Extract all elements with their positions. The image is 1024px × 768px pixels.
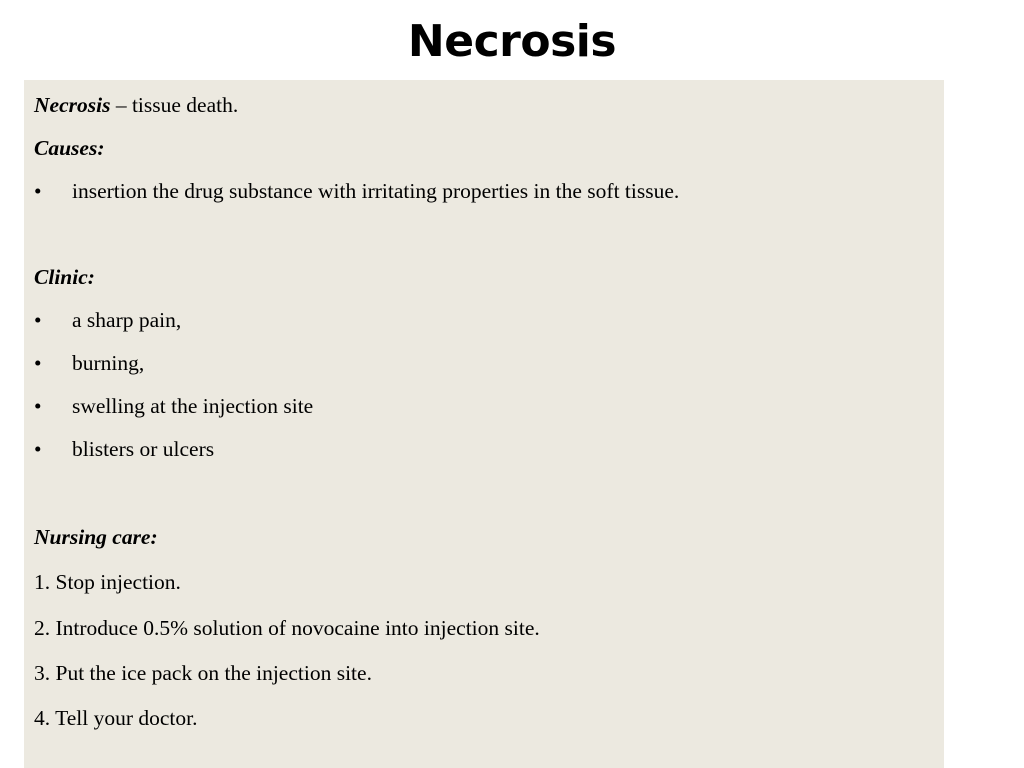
clinic-item-text: swelling at the injection site: [72, 394, 314, 418]
nursing-step: 4. Tell your doctor.: [34, 706, 198, 730]
nursing-step: 2. Introduce 0.5% solution of novocaine into injection site.: [34, 616, 540, 640]
clinic-item: [34, 307, 181, 333]
bullet-icon: •: [34, 308, 42, 332]
bullet-icon: •: [34, 394, 42, 418]
clinic-item: [34, 393, 313, 419]
clinic-item: [34, 350, 144, 376]
slide-title: Necrosis: [407, 16, 617, 67]
content-box: [24, 80, 944, 768]
clinic-item-text: blisters or ulcers: [72, 437, 215, 461]
nursing-step: 3. Put the ice pack on the injection site.: [34, 661, 372, 685]
bullet-icon: •: [34, 351, 42, 375]
definition-line: [34, 92, 238, 118]
clinic-heading: Clinic:: [34, 265, 95, 289]
definition-text: – tissue death.: [110, 93, 239, 117]
causes-item-text: insertion the drug substance with irritating properties in the soft tissue.: [72, 179, 680, 203]
clinic-item-text: burning,: [72, 351, 145, 375]
causes-item: [34, 178, 679, 204]
nursing-step: 1. Stop injection.: [34, 570, 181, 594]
clinic-item-text: a sharp pain,: [72, 308, 182, 332]
causes-heading: Causes:: [34, 136, 105, 160]
definition-term: Necrosis: [34, 93, 111, 117]
bullet-icon: •: [34, 179, 42, 203]
bullet-icon: •: [34, 437, 42, 461]
clinic-item: [34, 436, 214, 462]
nursing-care-heading: Nursing care:: [34, 525, 158, 549]
